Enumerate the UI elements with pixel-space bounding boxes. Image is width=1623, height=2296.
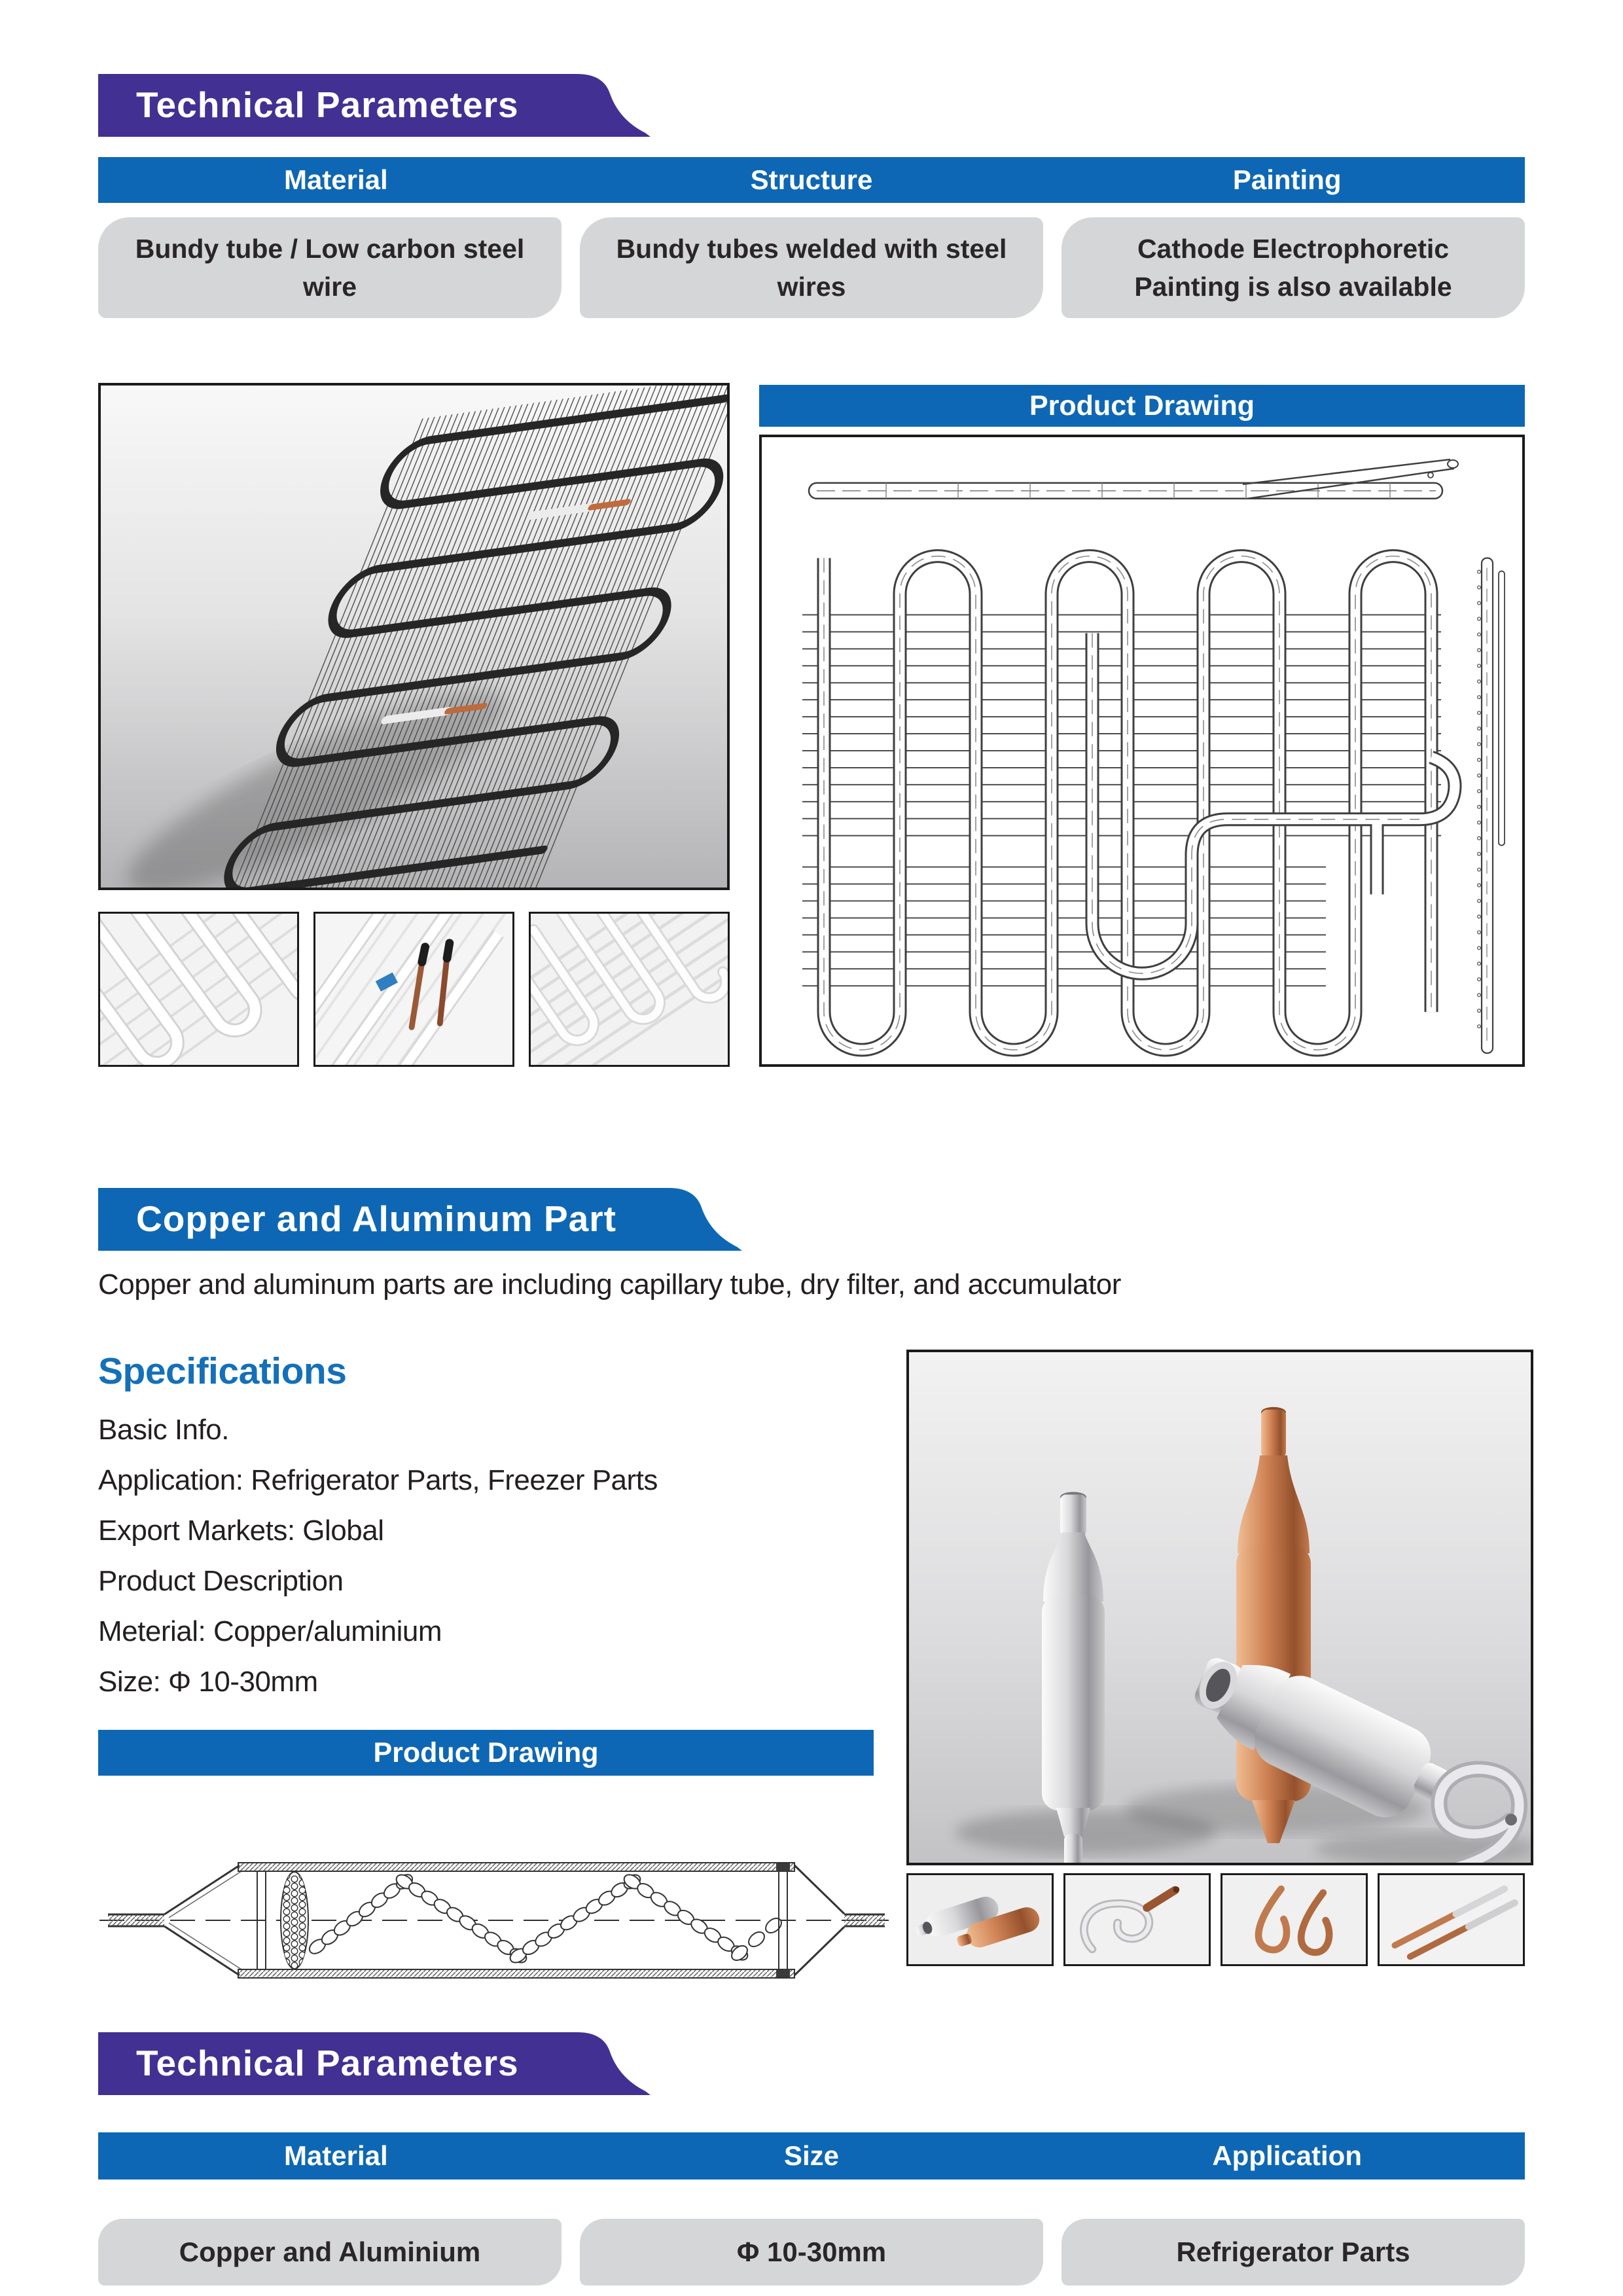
table-header-size: Size <box>783 2140 840 2171</box>
copper-parts-photo <box>906 1350 1533 1865</box>
s-tube-illustration <box>1065 1875 1209 1964</box>
specifications-heading: Specifications <box>98 1350 347 1392</box>
spec-line-export-markets: Export Markets: Global <box>98 1515 384 1547</box>
straight-tubes-illustration <box>1380 1875 1523 1964</box>
specifications-list <box>98 1414 897 1716</box>
white-condenser-closeup-1 <box>100 914 297 1065</box>
table-header-row-copper <box>98 2132 1525 2179</box>
spec-line-basic-info: Basic Info. <box>98 1414 229 1446</box>
table-header-application: Application <box>1212 2140 1362 2171</box>
dry-filter-accumulator-illustration <box>909 1352 1531 1863</box>
copper-part-photo-hooks <box>1221 1873 1368 1966</box>
condenser-photo <box>98 383 730 890</box>
table-cell-material: Bundy tube / Low carbon steel wire <box>98 217 562 318</box>
condenser-drawing-box <box>759 435 1525 1067</box>
copper-part-photo-filters <box>906 1873 1054 1966</box>
section-banner-copper-aluminum <box>98 1188 753 1251</box>
table-header-row-condenser <box>98 157 1525 203</box>
spec-line-product-description: Product Description <box>98 1565 344 1597</box>
banner-title: Technical Parameters <box>136 2043 519 2083</box>
product-drawing-title: Product Drawing <box>1029 389 1255 422</box>
copper-part-photo-s-tube <box>1063 1873 1211 1966</box>
table-header-material: Material <box>283 2140 388 2171</box>
spec-line-material: Meterial: Copper/aluminium <box>98 1615 442 1647</box>
dry-filter-drawing <box>98 1821 890 2017</box>
white-condenser-closeup-3 <box>531 914 728 1065</box>
table-cell-material-value: Copper and Aluminium <box>98 2219 562 2286</box>
condenser-detail-photo-2 <box>313 912 514 1067</box>
table-cell-painting: Cathode Electrophoretic Painting is also available <box>1061 217 1525 318</box>
table-cell-application-value: Refrigerator Parts <box>1061 2219 1525 2286</box>
product-drawing-bar-filter <box>98 1730 874 1776</box>
dry-filter-technical-drawing <box>98 1821 890 2017</box>
condenser-technical-drawing <box>762 437 1522 1064</box>
table-cell-size-value: Φ 10-30mm <box>580 2219 1043 2286</box>
condenser-photo-illustration <box>101 386 727 888</box>
table-header-structure: Structure <box>750 164 873 195</box>
spec-line-size: Size: Φ 10-30mm <box>98 1666 318 1698</box>
condenser-detail-photo-3 <box>529 912 730 1067</box>
section-intro-text: Copper and aluminum parts are including capillary tube, dry filter, and accumulator <box>98 1268 1121 1300</box>
product-drawing-bar-condenser <box>759 385 1525 427</box>
two-filters-illustration <box>908 1875 1052 1964</box>
copper-part-photo-tubes <box>1378 1873 1525 1966</box>
product-drawing-title: Product Drawing <box>373 1736 599 1768</box>
table-header-material: Material <box>283 164 388 195</box>
condenser-detail-photo-1 <box>98 912 299 1067</box>
copper-hooks-illustration <box>1222 1875 1366 1964</box>
spec-line-application: Application: Refrigerator Parts, Freezer Parts <box>98 1464 658 1496</box>
banner-title: Technical Parameters <box>136 84 519 125</box>
table-cell-structure: Bundy tubes welded with steel wires <box>580 217 1043 318</box>
banner-title: Copper and Aluminum Part <box>136 1198 616 1239</box>
section-banner-technical-parameters-top <box>98 74 661 137</box>
table-header-painting: Painting <box>1232 164 1342 195</box>
section-banner-technical-parameters-bottom <box>98 2032 661 2095</box>
white-condenser-closeup-2 <box>315 914 512 1065</box>
